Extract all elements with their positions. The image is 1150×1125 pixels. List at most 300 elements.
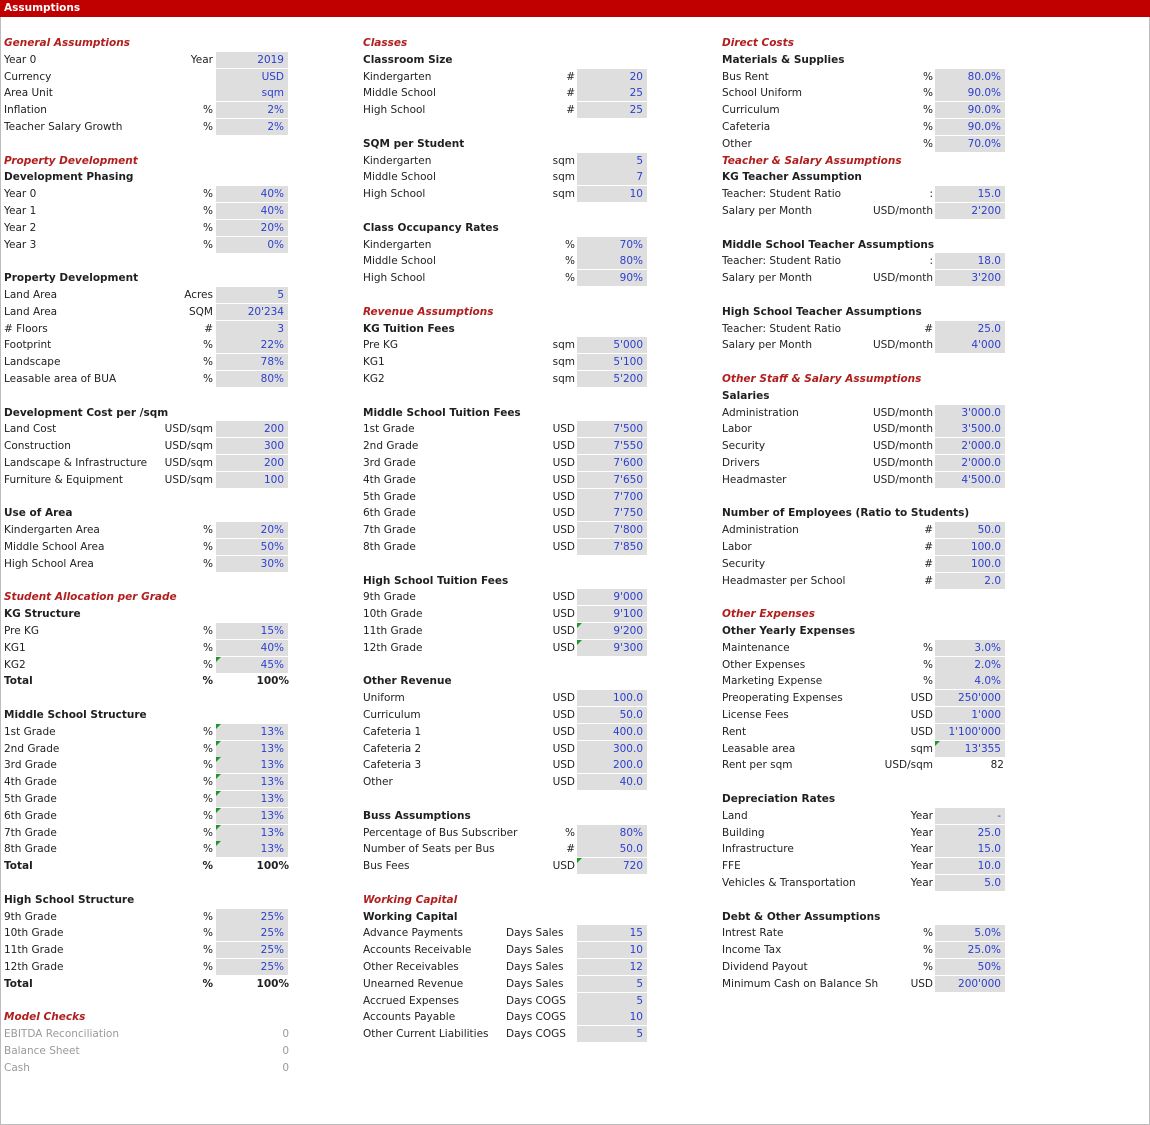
input-cell[interactable]: 3'200 bbox=[935, 270, 1005, 286]
row-other-expenses bbox=[722, 657, 1008, 673]
row-pre-kg bbox=[4, 623, 293, 639]
input-cell[interactable]: 20'234 bbox=[216, 304, 288, 320]
comment-flag-icon bbox=[216, 724, 221, 729]
input-cell[interactable]: 100.0 bbox=[577, 690, 647, 706]
input-cell[interactable]: 7'850 bbox=[577, 539, 647, 555]
unit-label: USD/month bbox=[872, 440, 933, 453]
unit-label: USD/month bbox=[872, 205, 933, 217]
row-label: Total bbox=[4, 675, 33, 688]
input-cell[interactable]: 50.0 bbox=[577, 707, 647, 723]
row-total bbox=[4, 673, 293, 689]
unit-label: % bbox=[923, 961, 933, 973]
input-cell[interactable]: USD bbox=[216, 69, 288, 85]
row-label: Minimum Cash on Balance Sh bbox=[722, 977, 879, 990]
row-headmaster-per-school bbox=[722, 573, 1008, 589]
input-cell[interactable]: 10 bbox=[577, 942, 647, 958]
unit-label: % bbox=[203, 557, 213, 570]
input-cell[interactable]: 90.0% bbox=[935, 119, 1005, 135]
row-salary-per-month bbox=[722, 337, 1008, 353]
row-5th-grade bbox=[4, 791, 293, 807]
row-minimum-cash-on-balance-sh bbox=[722, 976, 1008, 992]
row-label: Land Area bbox=[4, 305, 58, 318]
row-label: Salaries bbox=[722, 389, 770, 402]
input-cell[interactable]: 80% bbox=[577, 825, 647, 841]
input-cell[interactable]: 7'500 bbox=[577, 421, 647, 437]
row-label: Cafeteria bbox=[722, 121, 771, 133]
input-cell[interactable]: 70% bbox=[577, 237, 647, 253]
input-cell[interactable]: 15 bbox=[577, 925, 647, 941]
input-cell[interactable]: 1'000 bbox=[935, 707, 1005, 723]
row-label: High School Tuition Fees bbox=[363, 574, 509, 587]
input-cell[interactable]: 300.0 bbox=[577, 741, 647, 757]
input-cell[interactable]: 15.0 bbox=[935, 841, 1005, 857]
unit-label: USD bbox=[910, 709, 933, 721]
input-cell[interactable]: 7 bbox=[577, 169, 647, 185]
input-cell[interactable]: 80.0% bbox=[935, 69, 1005, 85]
row-label: 11th Grade bbox=[363, 625, 423, 637]
input-cell[interactable]: 5 bbox=[577, 1026, 647, 1042]
input-cell[interactable]: 5'000 bbox=[577, 337, 647, 353]
input-cell[interactable]: 20 bbox=[577, 69, 647, 85]
comment-flag-icon bbox=[577, 858, 582, 863]
row-balance-sheet bbox=[4, 1043, 293, 1059]
comment-flag-icon bbox=[577, 640, 582, 645]
group-header-number-of-employees-ratio-to-students bbox=[722, 505, 1008, 521]
row-label: SQM per Student bbox=[363, 137, 465, 150]
row-label: Advance Payments bbox=[363, 927, 463, 940]
input-cell[interactable]: 250'000 bbox=[935, 690, 1005, 706]
group-header-sqm-per-student bbox=[363, 136, 651, 152]
row-9th-grade bbox=[363, 589, 651, 605]
unit-label: % bbox=[203, 641, 213, 654]
input-cell[interactable]: 4'500.0 bbox=[935, 472, 1005, 488]
row-label: Student Allocation per Grade bbox=[4, 591, 177, 604]
row-label: Salary per Month bbox=[722, 339, 813, 352]
row-label: Accounts Payable bbox=[363, 1011, 456, 1024]
row-label: Cash bbox=[4, 1061, 30, 1074]
row-label: KG Structure bbox=[4, 608, 81, 621]
input-cell[interactable]: 13% bbox=[216, 774, 288, 790]
row-accounts-receivable bbox=[363, 942, 651, 958]
input-cell[interactable]: 5'100 bbox=[577, 354, 647, 370]
unit-label: % bbox=[923, 641, 933, 654]
row-label: Number of Seats per Bus bbox=[363, 843, 495, 856]
input-cell[interactable]: 40.0 bbox=[577, 774, 647, 790]
input-cell[interactable]: 5 bbox=[216, 287, 288, 303]
input-cell[interactable]: 25% bbox=[216, 942, 288, 958]
row-teacher-student-ratio bbox=[722, 186, 1008, 202]
input-cell[interactable]: 90.0% bbox=[935, 102, 1005, 118]
row-labor bbox=[722, 421, 1008, 437]
row-label: Total bbox=[4, 977, 33, 990]
row-label: 8th Grade bbox=[4, 843, 57, 856]
section-direct-costs bbox=[722, 35, 1008, 51]
input-cell[interactable]: 720 bbox=[577, 858, 647, 874]
row-label: Pre KG bbox=[363, 339, 399, 352]
row-label: Accrued Expenses bbox=[363, 994, 460, 1007]
unit-label: Year bbox=[190, 53, 213, 66]
unit-label: sqm bbox=[552, 373, 575, 385]
input-cell[interactable]: 70.0% bbox=[935, 136, 1005, 152]
row-2nd-grade bbox=[363, 438, 651, 454]
input-cell[interactable]: 2'200 bbox=[935, 203, 1005, 219]
input-cell[interactable]: 13% bbox=[216, 741, 288, 757]
input-cell[interactable]: 100 bbox=[216, 472, 288, 488]
group-header-development-cost-per-sqm bbox=[4, 405, 293, 421]
row-label: KG Teacher Assumption bbox=[722, 171, 862, 184]
input-cell[interactable]: 10.0 bbox=[935, 858, 1005, 874]
unit-label: sqm bbox=[552, 188, 575, 201]
row-label: Area Unit bbox=[4, 87, 53, 100]
row-label: Teacher: Student Ratio bbox=[722, 188, 842, 201]
row-1st-grade bbox=[4, 724, 293, 740]
row-landscape bbox=[4, 354, 293, 370]
row-label: Direct Costs bbox=[722, 37, 794, 49]
input-cell[interactable]: 25.0% bbox=[935, 942, 1005, 958]
row-label: Pre KG bbox=[4, 625, 40, 637]
input-cell[interactable]: 200 bbox=[216, 421, 288, 437]
input-cell[interactable]: 25.0 bbox=[935, 825, 1005, 841]
row-7th-grade bbox=[363, 522, 651, 538]
row-security bbox=[722, 556, 1008, 572]
row-label: Administration bbox=[722, 524, 799, 537]
comment-flag-icon bbox=[216, 808, 221, 813]
row-total bbox=[4, 976, 293, 992]
unit-label: # bbox=[924, 541, 933, 553]
input-cell[interactable]: 7'800 bbox=[577, 522, 647, 538]
unit-label: % bbox=[203, 725, 213, 738]
input-cell[interactable]: 25 bbox=[577, 85, 647, 101]
unit-label: USD bbox=[552, 625, 575, 637]
row-land-cost bbox=[4, 421, 293, 437]
row-leasable-area bbox=[722, 741, 1008, 757]
group-header-kg-structure bbox=[4, 606, 293, 622]
unit-label: # bbox=[924, 574, 933, 587]
input-cell[interactable]: 5.0 bbox=[935, 875, 1005, 891]
input-cell[interactable]: 9'300 bbox=[577, 640, 647, 656]
unit-label: Days COGS bbox=[506, 994, 566, 1007]
row-other-current-liabilities bbox=[363, 1026, 651, 1042]
input-cell[interactable]: 40% bbox=[216, 203, 288, 219]
row-label: High School Structure bbox=[4, 893, 135, 906]
unit-label: % bbox=[923, 944, 933, 957]
unit-label: : bbox=[929, 255, 933, 268]
unit-label: # bbox=[924, 524, 933, 537]
input-cell[interactable]: 0% bbox=[216, 237, 288, 253]
row-label: Landscape bbox=[4, 356, 61, 369]
unit-label: % bbox=[203, 121, 213, 133]
row-high-school-area bbox=[4, 556, 293, 572]
row-label: 3rd Grade bbox=[4, 759, 57, 772]
input-cell[interactable]: 400.0 bbox=[577, 724, 647, 740]
input-cell[interactable]: 90.0% bbox=[935, 85, 1005, 101]
input-cell[interactable]: 22% bbox=[216, 337, 288, 353]
row-year-0 bbox=[4, 186, 293, 202]
input-cell[interactable]: 100.0 bbox=[935, 556, 1005, 572]
input-cell[interactable]: 25.0 bbox=[935, 321, 1005, 337]
input-cell[interactable]: 5 bbox=[577, 976, 647, 992]
unit-label: USD bbox=[552, 591, 575, 604]
calculated-value: 0 bbox=[282, 1028, 289, 1041]
unit-label: USD/month bbox=[872, 272, 933, 285]
input-cell[interactable]: 13% bbox=[216, 791, 288, 807]
row-middle-school bbox=[363, 253, 651, 269]
row-label: 1st Grade bbox=[4, 725, 56, 738]
input-cell[interactable]: 200 bbox=[216, 455, 288, 471]
input-cell[interactable]: 200'000 bbox=[935, 976, 1005, 992]
row-label: Middle School bbox=[363, 255, 436, 268]
input-cell[interactable]: 80% bbox=[577, 253, 647, 269]
row-ffe bbox=[722, 858, 1008, 874]
comment-flag-icon bbox=[216, 741, 221, 746]
input-cell[interactable]: 13% bbox=[216, 724, 288, 740]
input-cell[interactable]: 3 bbox=[216, 321, 288, 337]
row-label: Other Current Liabilities bbox=[363, 1028, 489, 1041]
row-label: Other Expenses bbox=[722, 658, 806, 671]
input-cell[interactable]: 13% bbox=[216, 825, 288, 841]
row-cafeteria-3 bbox=[363, 757, 651, 773]
unit-label: % bbox=[565, 255, 575, 268]
input-cell[interactable]: 2% bbox=[216, 119, 288, 135]
input-cell[interactable]: 13'355 bbox=[935, 741, 1005, 757]
row-label: Working Capital bbox=[363, 893, 458, 906]
input-cell[interactable]: 50% bbox=[935, 959, 1005, 975]
row-label: Kindergarten Area bbox=[4, 524, 100, 537]
row-8th-grade bbox=[4, 841, 293, 857]
input-cell[interactable]: 40% bbox=[216, 186, 288, 202]
row-infrastructure bbox=[722, 841, 1008, 857]
row-kindergarten bbox=[363, 237, 651, 253]
unit-label: sqm bbox=[552, 154, 575, 167]
input-cell[interactable]: 10 bbox=[577, 186, 647, 202]
row-label: Land Area bbox=[4, 289, 58, 301]
unit-label: % bbox=[203, 221, 213, 234]
unit-label: % bbox=[203, 961, 213, 973]
input-cell[interactable]: 2'000.0 bbox=[935, 455, 1005, 471]
input-cell[interactable]: - bbox=[935, 808, 1005, 824]
row-label: 8th Grade bbox=[363, 541, 416, 553]
input-cell[interactable]: 7'550 bbox=[577, 438, 647, 454]
input-cell[interactable]: 2.0% bbox=[935, 657, 1005, 673]
input-cell[interactable]: 7'600 bbox=[577, 455, 647, 471]
row-administration bbox=[722, 405, 1008, 421]
input-cell[interactable]: 9'200 bbox=[577, 623, 647, 639]
row-landscape-infrastructure bbox=[4, 455, 293, 471]
comment-flag-icon bbox=[216, 825, 221, 830]
input-cell[interactable]: 45% bbox=[216, 657, 288, 673]
row-inflation bbox=[4, 102, 293, 118]
row-label: Classes bbox=[363, 37, 408, 49]
input-cell[interactable]: 10 bbox=[577, 1009, 647, 1025]
unit-label: % bbox=[565, 238, 575, 251]
row-kg1 bbox=[4, 640, 293, 656]
input-cell[interactable]: 90% bbox=[577, 270, 647, 286]
input-cell[interactable]: 300 bbox=[216, 438, 288, 454]
input-cell[interactable]: sqm bbox=[216, 85, 288, 101]
row-10th-grade bbox=[4, 925, 293, 941]
input-cell[interactable]: 9'100 bbox=[577, 606, 647, 622]
row-headmaster bbox=[722, 472, 1008, 488]
unit-label: % bbox=[565, 272, 575, 285]
input-cell[interactable]: 4.0% bbox=[935, 673, 1005, 689]
row-label: Kindergarten bbox=[363, 238, 432, 251]
row-label: Drivers bbox=[722, 457, 760, 469]
row-label: KG1 bbox=[363, 356, 385, 369]
input-cell[interactable]: 12 bbox=[577, 959, 647, 975]
input-cell[interactable]: 5 bbox=[577, 153, 647, 169]
input-cell[interactable]: 3'000.0 bbox=[935, 405, 1005, 421]
input-cell[interactable]: 2019 bbox=[216, 52, 288, 68]
unit-label: % bbox=[203, 188, 213, 201]
row-other bbox=[722, 136, 1008, 152]
input-cell[interactable]: 50.0 bbox=[577, 841, 647, 857]
input-cell[interactable]: 13% bbox=[216, 841, 288, 857]
unit-label: Year bbox=[910, 809, 933, 822]
row-label: Marketing Expense bbox=[722, 675, 823, 688]
group-header-other-revenue bbox=[363, 673, 651, 689]
input-cell[interactable]: 2% bbox=[216, 102, 288, 118]
row-label: Curriculum bbox=[363, 709, 421, 721]
unit-label: Days COGS bbox=[506, 1028, 566, 1041]
input-cell[interactable]: 25% bbox=[216, 909, 288, 925]
unit-label: % bbox=[203, 776, 213, 789]
row-label: High School bbox=[363, 104, 426, 117]
row-label: 12th Grade bbox=[363, 641, 423, 654]
row-middle-school bbox=[363, 169, 651, 185]
input-cell[interactable]: 25% bbox=[216, 925, 288, 941]
row-6th-grade bbox=[4, 808, 293, 824]
unit-label: % bbox=[203, 658, 213, 671]
title-bar bbox=[0, 0, 1150, 17]
unit-label: USD/sqm bbox=[164, 440, 213, 453]
input-cell[interactable]: 50% bbox=[216, 539, 288, 555]
unit-label: % bbox=[203, 944, 213, 957]
unit-label: Days Sales bbox=[506, 977, 564, 990]
row-4th-grade bbox=[363, 472, 651, 488]
unit-label: % bbox=[923, 104, 933, 117]
unit-label: Year bbox=[910, 877, 933, 889]
input-cell[interactable]: 2.0 bbox=[935, 573, 1005, 589]
group-header-high-school-structure bbox=[4, 892, 293, 908]
group-header-middle-school-teacher-assumptions bbox=[722, 237, 1008, 253]
unit-label: # bbox=[566, 70, 575, 83]
row-curriculum bbox=[722, 102, 1008, 118]
input-cell[interactable]: 30% bbox=[216, 556, 288, 572]
input-cell[interactable]: 40% bbox=[216, 640, 288, 656]
input-cell[interactable]: 25 bbox=[577, 102, 647, 118]
row-construction bbox=[4, 438, 293, 454]
row-label: Labor bbox=[722, 423, 752, 436]
input-cell[interactable]: 15.0 bbox=[935, 186, 1005, 202]
row-label: Working Capital bbox=[363, 910, 458, 923]
unit-label: USD bbox=[552, 457, 575, 469]
input-cell[interactable]: 5'200 bbox=[577, 371, 647, 387]
row-label: Curriculum bbox=[722, 104, 780, 117]
unit-label: % bbox=[923, 927, 933, 940]
calculated-value: 0 bbox=[282, 1045, 289, 1057]
row-label: 3rd Grade bbox=[363, 457, 416, 469]
input-cell[interactable]: 9'000 bbox=[577, 589, 647, 605]
unit-label: SQM bbox=[189, 305, 213, 318]
group-header-kg-tuition-fees bbox=[363, 321, 651, 337]
input-cell[interactable]: 3'500.0 bbox=[935, 421, 1005, 437]
input-cell[interactable]: 7'700 bbox=[577, 489, 647, 505]
row-label: KG1 bbox=[4, 641, 26, 654]
comment-flag-icon bbox=[216, 757, 221, 762]
input-cell[interactable]: 13% bbox=[216, 757, 288, 773]
input-cell[interactable]: 3.0% bbox=[935, 640, 1005, 656]
row-label: Administration bbox=[722, 406, 799, 419]
row-label: Unearned Revenue bbox=[363, 977, 464, 990]
group-header-buss-assumptions bbox=[363, 808, 651, 824]
group-header-development-phasing bbox=[4, 169, 293, 185]
unit-label: % bbox=[203, 793, 213, 805]
input-cell[interactable]: 50.0 bbox=[935, 522, 1005, 538]
input-cell[interactable]: 25% bbox=[216, 959, 288, 975]
input-cell[interactable]: 18.0 bbox=[935, 253, 1005, 269]
input-cell[interactable]: 100.0 bbox=[935, 539, 1005, 555]
input-cell[interactable]: 78% bbox=[216, 354, 288, 370]
row-label: 4th Grade bbox=[4, 776, 57, 789]
input-cell[interactable]: 5 bbox=[577, 993, 647, 1009]
calculated-value: 100% bbox=[256, 675, 289, 688]
row-label: Year 3 bbox=[4, 238, 37, 251]
row-total bbox=[4, 858, 293, 874]
section-other-expenses bbox=[722, 606, 1008, 622]
input-cell[interactable]: 20% bbox=[216, 522, 288, 538]
row-label: Teacher: Student Ratio bbox=[722, 322, 842, 335]
section-model-checks bbox=[4, 1009, 293, 1025]
row-intrest-rate bbox=[722, 925, 1008, 941]
input-cell[interactable]: 4'000 bbox=[935, 337, 1005, 353]
input-cell[interactable]: 7'650 bbox=[577, 472, 647, 488]
group-header-salaries bbox=[722, 388, 1008, 404]
row-8th-grade bbox=[363, 539, 651, 555]
section-other-staff-salary-assumptions bbox=[722, 371, 1008, 387]
row-teacher-salary-growth bbox=[4, 119, 293, 135]
input-cell[interactable]: 7'750 bbox=[577, 505, 647, 521]
row-label: Property Development bbox=[4, 272, 139, 285]
row-label: Year 0 bbox=[4, 188, 37, 201]
unit-label: # bbox=[566, 87, 575, 100]
input-cell[interactable]: 15% bbox=[216, 623, 288, 639]
row-label: Depreciation Rates bbox=[722, 793, 836, 805]
input-cell[interactable]: 1'100'000 bbox=[935, 724, 1005, 740]
unit-label: % bbox=[565, 826, 575, 839]
row-label: High School Area bbox=[4, 557, 94, 570]
row-label: 2nd Grade bbox=[4, 742, 60, 755]
row-label: Headmaster per School bbox=[722, 574, 846, 587]
row-label: Cafeteria 3 bbox=[363, 759, 422, 772]
row-label: Property Development bbox=[4, 154, 138, 167]
unit-label: % bbox=[203, 759, 213, 772]
input-cell[interactable]: 5.0% bbox=[935, 925, 1005, 941]
row-bus-rent bbox=[722, 69, 1008, 85]
input-cell[interactable]: 13% bbox=[216, 808, 288, 824]
row-kg2 bbox=[363, 371, 651, 387]
row-label: Infrastructure bbox=[722, 843, 794, 856]
input-cell[interactable]: 20% bbox=[216, 220, 288, 236]
unit-label: % bbox=[203, 524, 213, 537]
input-cell[interactable]: 2'000.0 bbox=[935, 438, 1005, 454]
unit-label: USD/sqm bbox=[164, 457, 213, 469]
unit-label: % bbox=[203, 541, 213, 553]
input-cell[interactable]: 200.0 bbox=[577, 757, 647, 773]
row-salary-per-month bbox=[722, 270, 1008, 286]
row-label: 10th Grade bbox=[363, 608, 423, 621]
input-cell[interactable]: 80% bbox=[216, 371, 288, 387]
row-label: Other bbox=[722, 137, 752, 150]
